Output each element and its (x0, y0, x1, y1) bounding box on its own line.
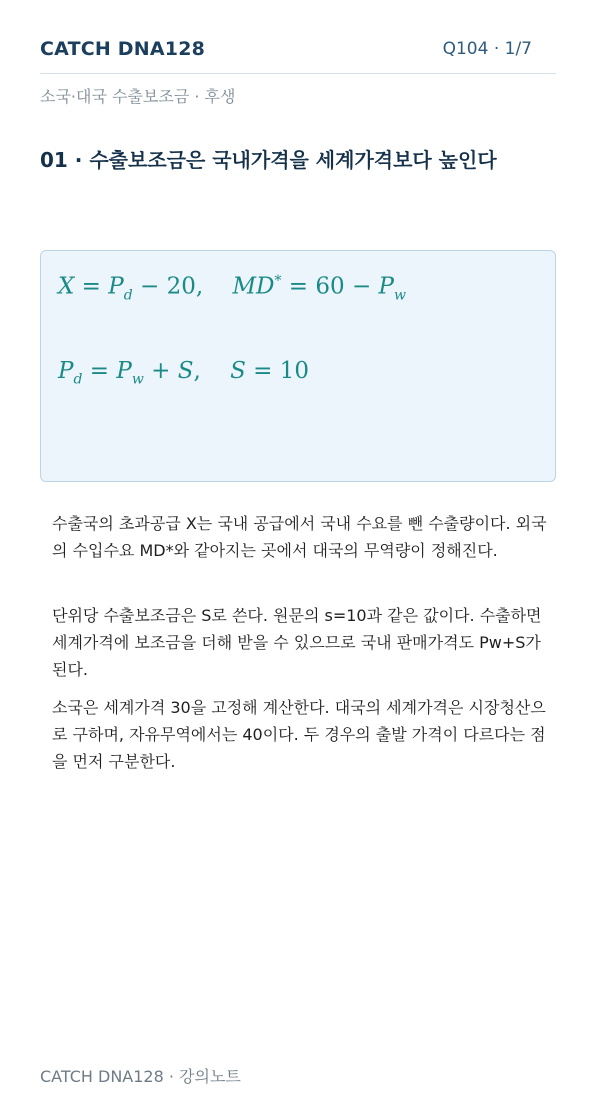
eq2-plus: + (143, 358, 178, 384)
breadcrumb: 소국·대국 수출보조금 · 후생 (40, 87, 236, 106)
equation-line-2: $P_d = P_w + S$, S = 10 (58, 358, 309, 388)
eq1-sub-w: w (394, 287, 406, 304)
paragraph-3: 소국은 세계가격 30을 고정해 계산한다. 대국의 세계가격은 시장청산으로 구하며, 자유무역에서는 40이다. 두 경우의 출발 가격이 다르다는 점을 먼저 구분한다. (52, 698, 546, 771)
eq2-sub-d: d (73, 371, 83, 388)
brand-title: CATCH DNA128 (40, 38, 206, 60)
eq1-rhs: = 60 − (281, 273, 379, 300)
paragraph-1: 수출국의 초과공급 X는 국내 공급에서 국내 수요를 뺀 수출량이다. 외국의 수입수요 MD*와 같아지는 곳에서 대국의 무역량이 정해진다. (52, 514, 547, 560)
eq2-var-s2: S (230, 358, 246, 384)
equation-box (40, 250, 556, 482)
eq1-var-md: MD (232, 273, 275, 300)
eq1-sup-star: * (274, 273, 282, 289)
eq2-var-s: S (177, 358, 194, 384)
eq2-var-p: P (58, 358, 74, 384)
eq2-sub-w: w (131, 371, 144, 388)
eq2-rhs: = 10 (245, 358, 309, 384)
eq1-rest: − 20, (132, 273, 204, 300)
header (40, 36, 556, 74)
eq2-var-pw: P (116, 358, 132, 384)
equation-line-1: $X = P_d - 20$, $MD^* = 60 - P_w$ (58, 273, 406, 304)
section-title: 01 · 수출보조금은 국내가격을 세계가격보다 높인다 (40, 148, 497, 172)
eq1-var-x: X (58, 273, 75, 300)
eq1-var-p: P (108, 273, 124, 300)
eq1-var-pw: P (378, 273, 395, 300)
question-counter: Q104 · 1/7 (442, 39, 532, 59)
paragraph-2: 단위당 수출보조금은 S로 쓴다. 원문의 s=10과 같은 값이다. 수출하면 세계가격에 보조금을 더해 받을 수 있으므로 국내 판매가격도 Pw+S가 된다. (52, 606, 542, 679)
eq1-sub-d: d (123, 287, 133, 304)
footer-text: CATCH DNA128 · 강의노트 (40, 1067, 241, 1086)
